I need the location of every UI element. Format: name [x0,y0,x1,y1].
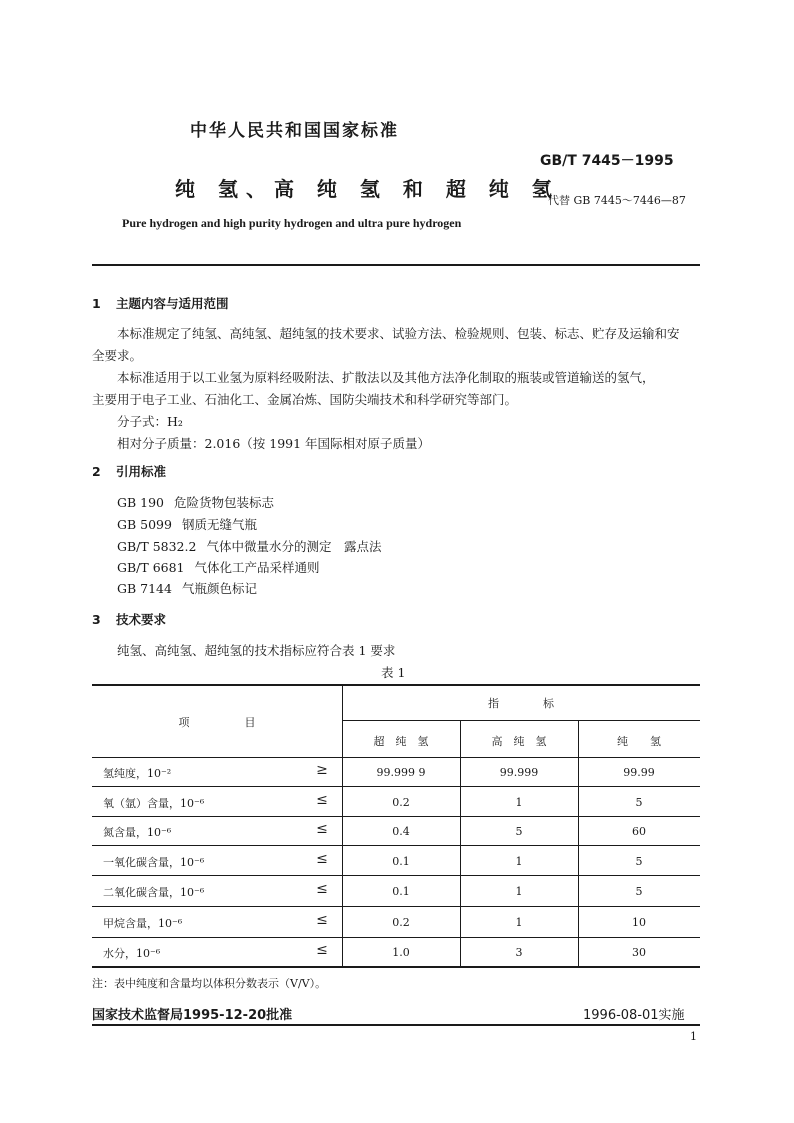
national-standard-heading: 中华人民共和国国家标准 [190,121,399,141]
paragraph-line: 主要用于电子工业、石油化工、金属冶炼、国防尖端技术和科学研究等部门。 [92,392,518,407]
table-header-subrule [342,720,700,721]
table-row-rule [92,786,700,787]
reference-code: GB/T 5832.2 [117,539,197,554]
table-top-rule [92,684,700,686]
table-col-rule [460,720,461,967]
reference-name: 危险货物包装标志 [174,495,275,510]
table-row-rule [92,875,700,876]
table-header-rule [92,757,700,758]
section-number: 2 [92,464,101,479]
table-row-rule [92,816,700,817]
ultra-pure-value: 1.0 [392,946,410,959]
table-row-rule [92,906,700,907]
comparison-operator: ≤ [316,942,328,958]
pure-value: 5 [635,855,643,868]
page-number: 1 [690,1030,697,1043]
high-purity-value: 1 [515,855,523,868]
replaces-note: 代替 GB 7445～7446—87 [548,194,686,207]
approval-line: 国家技术监督局1995-12-20批准 [92,1008,293,1023]
reference-item [117,515,257,533]
comparison-operator: ≥ [316,762,328,778]
section-1-heading [92,294,229,312]
reference-code: GB 7144 [117,581,172,596]
comparison-operator: ≤ [316,912,328,928]
section-2-heading [92,462,166,480]
table-row-rule [92,845,700,846]
row-item: 氢纯度，10⁻² [103,767,172,780]
pure-value: 5 [635,885,643,898]
ultra-pure-value: 99.999 9 [376,766,426,779]
section-title: 技术要求 [116,612,167,627]
section-title: 主题内容与适用范围 [116,296,229,311]
high-purity-value: 1 [515,916,523,929]
ultra-pure-value: 0.4 [392,825,410,838]
row-item: 二氧化碳含量，10⁻⁶ [103,886,205,899]
ultra-pure-value: 0.1 [392,855,410,868]
table-caption: 表 1 [381,665,406,680]
reference-name: 钢质无缝气瓶 [181,517,257,532]
table-note: 注：表中纯度和含量均以体积分数表示（V/V）。 [92,977,327,990]
high-purity-value: 5 [515,825,523,838]
pure-value: 30 [632,946,646,959]
row-item: 甲烷含量，10⁻⁶ [103,917,183,930]
reference-item [117,493,274,511]
reference-code: GB 5099 [117,517,172,532]
paragraph-line: 本标准规定了纯氢、高纯氢、超纯氢的技术要求、试验方法、检验规则、包装、标志、贮存及运输和安 [117,326,680,341]
section-number: 1 [92,296,101,311]
pure-value: 60 [632,825,646,838]
pure-value: 99.99 [623,766,655,779]
column-header-ultra-pure: 超 纯 氢 [373,735,429,748]
reference-code: GB 190 [117,495,165,510]
molecular-mass: 相对分子质量：2.016（按 1991 年国际相对原子质量） [117,436,431,451]
table-bottom-rule [92,966,700,968]
paragraph-line: 本标准适用于以工业氢为原料经吸附法、扩散法以及其他方法净化制取的瓶装或管道输送的氢气， [117,370,655,385]
paragraph-line: 全要求。 [92,348,143,363]
reference-item [117,579,257,597]
header-divider [92,264,700,266]
document-title: 纯 氢、高 纯 氢 和 超 纯 氢 [175,177,560,201]
reference-item [117,558,320,576]
standard-number: GB/T 7445－1995 [540,153,674,169]
reference-name: 气体化工产品采样通则 [194,560,320,575]
ultra-pure-value: 0.1 [392,885,410,898]
section-3-intro: 纯氢、高纯氢、超纯氢的技术指标应符合表 1 要求 [117,643,396,658]
footer-rule [92,1024,700,1026]
row-item: 氧（氩）含量，10⁻⁶ [103,797,205,810]
row-item: 一氧化碳含量，10⁻⁶ [103,856,205,869]
high-purity-value: 1 [515,885,523,898]
high-purity-value: 3 [515,946,523,959]
pure-value: 5 [635,796,643,809]
comparison-operator: ≤ [316,851,328,867]
section-title: 引用标准 [116,464,167,479]
reference-name: 气瓶颜色标记 [181,581,257,596]
table-row-rule [92,937,700,938]
pure-value: 10 [632,916,646,929]
column-header-index: 指 标 [488,697,554,710]
column-header-item: 项 目 [178,716,256,729]
ultra-pure-value: 0.2 [392,796,410,809]
row-item: 氮含量，10⁻⁶ [103,826,172,839]
comparison-operator: ≤ [316,792,328,808]
reference-code: GB/T 6681 [117,560,185,575]
column-header-pure: 纯 氢 [617,735,661,748]
column-header-high-purity: 高 纯 氢 [491,735,547,748]
effective-date: 1996-08-01实施 [583,1008,685,1023]
molecular-formula: 分子式：H₂ [117,414,183,429]
section-number: 3 [92,612,101,627]
reference-name: 气体中微量水分的测定 露点法 [206,539,382,554]
high-purity-value: 1 [515,796,523,809]
row-item: 水分，10⁻⁶ [103,947,161,960]
section-3-heading [92,610,166,628]
comparison-operator: ≤ [316,881,328,897]
table-col-rule [578,720,579,967]
high-purity-value: 99.999 [499,766,539,779]
ultra-pure-value: 0.2 [392,916,410,929]
english-title: Pure hydrogen and high purity hydrogen and ultra pure hydrogen [122,216,462,230]
reference-item [117,537,381,555]
comparison-operator: ≤ [316,821,328,837]
